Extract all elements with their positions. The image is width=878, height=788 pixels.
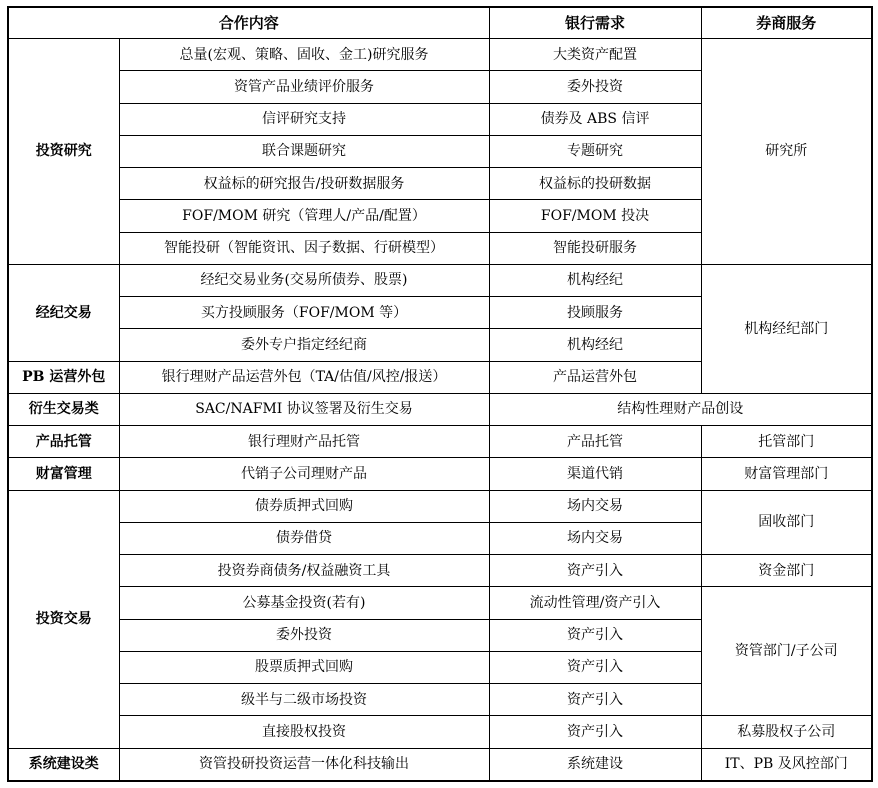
- content-cell: 买方投顾服务（FOF/MOM 等）: [119, 297, 489, 329]
- content-cell: 公募基金投资(若有): [119, 587, 489, 619]
- broker-cell: 托管部门: [701, 426, 872, 458]
- category-derivatives: 衍生交易类: [8, 393, 119, 425]
- content-cell: 银行理财产品托管: [119, 426, 489, 458]
- bank-cell: 渠道代销: [489, 458, 701, 490]
- bank-cell: 专题研究: [489, 135, 701, 167]
- content-cell: 直接股权投资: [119, 716, 489, 748]
- bank-cell: 资产引入: [489, 716, 701, 748]
- bank-cell: 产品托管: [489, 426, 701, 458]
- category-wealth: 财富管理: [8, 458, 119, 490]
- header-bank: 银行需求: [489, 7, 701, 39]
- table-row: [8, 587, 872, 619]
- table-row: [8, 458, 872, 490]
- bank-cell: 委外投资: [489, 71, 701, 103]
- category-invest-research: 投资研究: [8, 39, 119, 265]
- category-system: 系统建设类: [8, 748, 119, 781]
- bank-cell: FOF/MOM 投决: [489, 200, 701, 232]
- bank-cell: 智能投研服务: [489, 232, 701, 264]
- table-row: [8, 264, 872, 296]
- content-cell: SAC/NAFMI 协议签署及衍生交易: [119, 393, 489, 425]
- bank-cell: 场内交易: [489, 490, 701, 522]
- content-cell: 投资券商债务/权益融资工具: [119, 555, 489, 587]
- table-row: [8, 748, 872, 781]
- bank-cell: 机构经纪: [489, 329, 701, 361]
- table-row: [8, 555, 872, 587]
- merged-bank-broker-cell: 结构性理财产品创设: [489, 393, 872, 425]
- bank-cell: 权益标的投研数据: [489, 168, 701, 200]
- bank-cell: 产品运营外包: [489, 361, 701, 393]
- table-row: [8, 716, 872, 748]
- content-cell: 股票质押式回购: [119, 651, 489, 683]
- content-cell: 代销子公司理财产品: [119, 458, 489, 490]
- content-cell: 债券借贷: [119, 522, 489, 554]
- category-custody: 产品托管: [8, 426, 119, 458]
- content-cell: 总量(宏观、策略、固收、金工)研究服务: [119, 39, 489, 71]
- content-cell: FOF/MOM 研究（管理人/产品/配置）: [119, 200, 489, 232]
- broker-cell-research: 研究所: [701, 39, 872, 265]
- bank-cell: 债券及 ABS 信评: [489, 103, 701, 135]
- bank-cell: 投顾服务: [489, 297, 701, 329]
- content-cell: 经纪交易业务(交易所债券、股票): [119, 264, 489, 296]
- bank-cell: 场内交易: [489, 522, 701, 554]
- broker-cell-treasury: 资金部门: [701, 555, 872, 587]
- content-cell: 委外专户指定经纪商: [119, 329, 489, 361]
- bank-cell: 资产引入: [489, 619, 701, 651]
- category-brokerage: 经纪交易: [8, 264, 119, 361]
- bank-cell: 资产引入: [489, 684, 701, 716]
- content-cell: 权益标的研究报告/投研数据服务: [119, 168, 489, 200]
- content-cell: 债券质押式回购: [119, 490, 489, 522]
- header-content: 合作内容: [8, 7, 489, 39]
- broker-cell-private-equity: 私募股权子公司: [701, 716, 872, 748]
- content-cell: 联合课题研究: [119, 135, 489, 167]
- bank-cell: 系统建设: [489, 748, 701, 781]
- bank-cell: 资产引入: [489, 555, 701, 587]
- header-row: [8, 7, 872, 39]
- table-row: [8, 490, 872, 522]
- broker-cell-brokerage: 机构经纪部门: [701, 264, 872, 393]
- bank-cell: 大类资产配置: [489, 39, 701, 71]
- broker-cell-asset-mgmt: 资管部门/子公司: [701, 587, 872, 716]
- table-row: [8, 426, 872, 458]
- category-invest-trade: 投资交易: [8, 490, 119, 748]
- category-pb: PB 运营外包: [8, 361, 119, 393]
- content-cell: 智能投研（智能资讯、因子数据、行研模型）: [119, 232, 489, 264]
- content-cell: 级半与二级市场投资: [119, 684, 489, 716]
- table-row: [8, 39, 872, 71]
- bank-cell: 资产引入: [489, 651, 701, 683]
- bank-cell: 机构经纪: [489, 264, 701, 296]
- content-cell: 信评研究支持: [119, 103, 489, 135]
- bank-cell: 流动性管理/资产引入: [489, 587, 701, 619]
- cooperation-table: [7, 6, 873, 782]
- broker-cell: 财富管理部门: [701, 458, 872, 490]
- content-cell: 资管投研投资运营一体化科技输出: [119, 748, 489, 781]
- content-cell: 资管产品业绩评价服务: [119, 71, 489, 103]
- content-cell: 委外投资: [119, 619, 489, 651]
- header-broker: 券商服务: [701, 7, 872, 39]
- broker-cell-fixed-income: 固收部门: [701, 490, 872, 555]
- content-cell: 银行理财产品运营外包（TA/估值/风控/报送）: [119, 361, 489, 393]
- table-row: [8, 393, 872, 425]
- broker-cell: IT、PB 及风控部门: [701, 748, 872, 781]
